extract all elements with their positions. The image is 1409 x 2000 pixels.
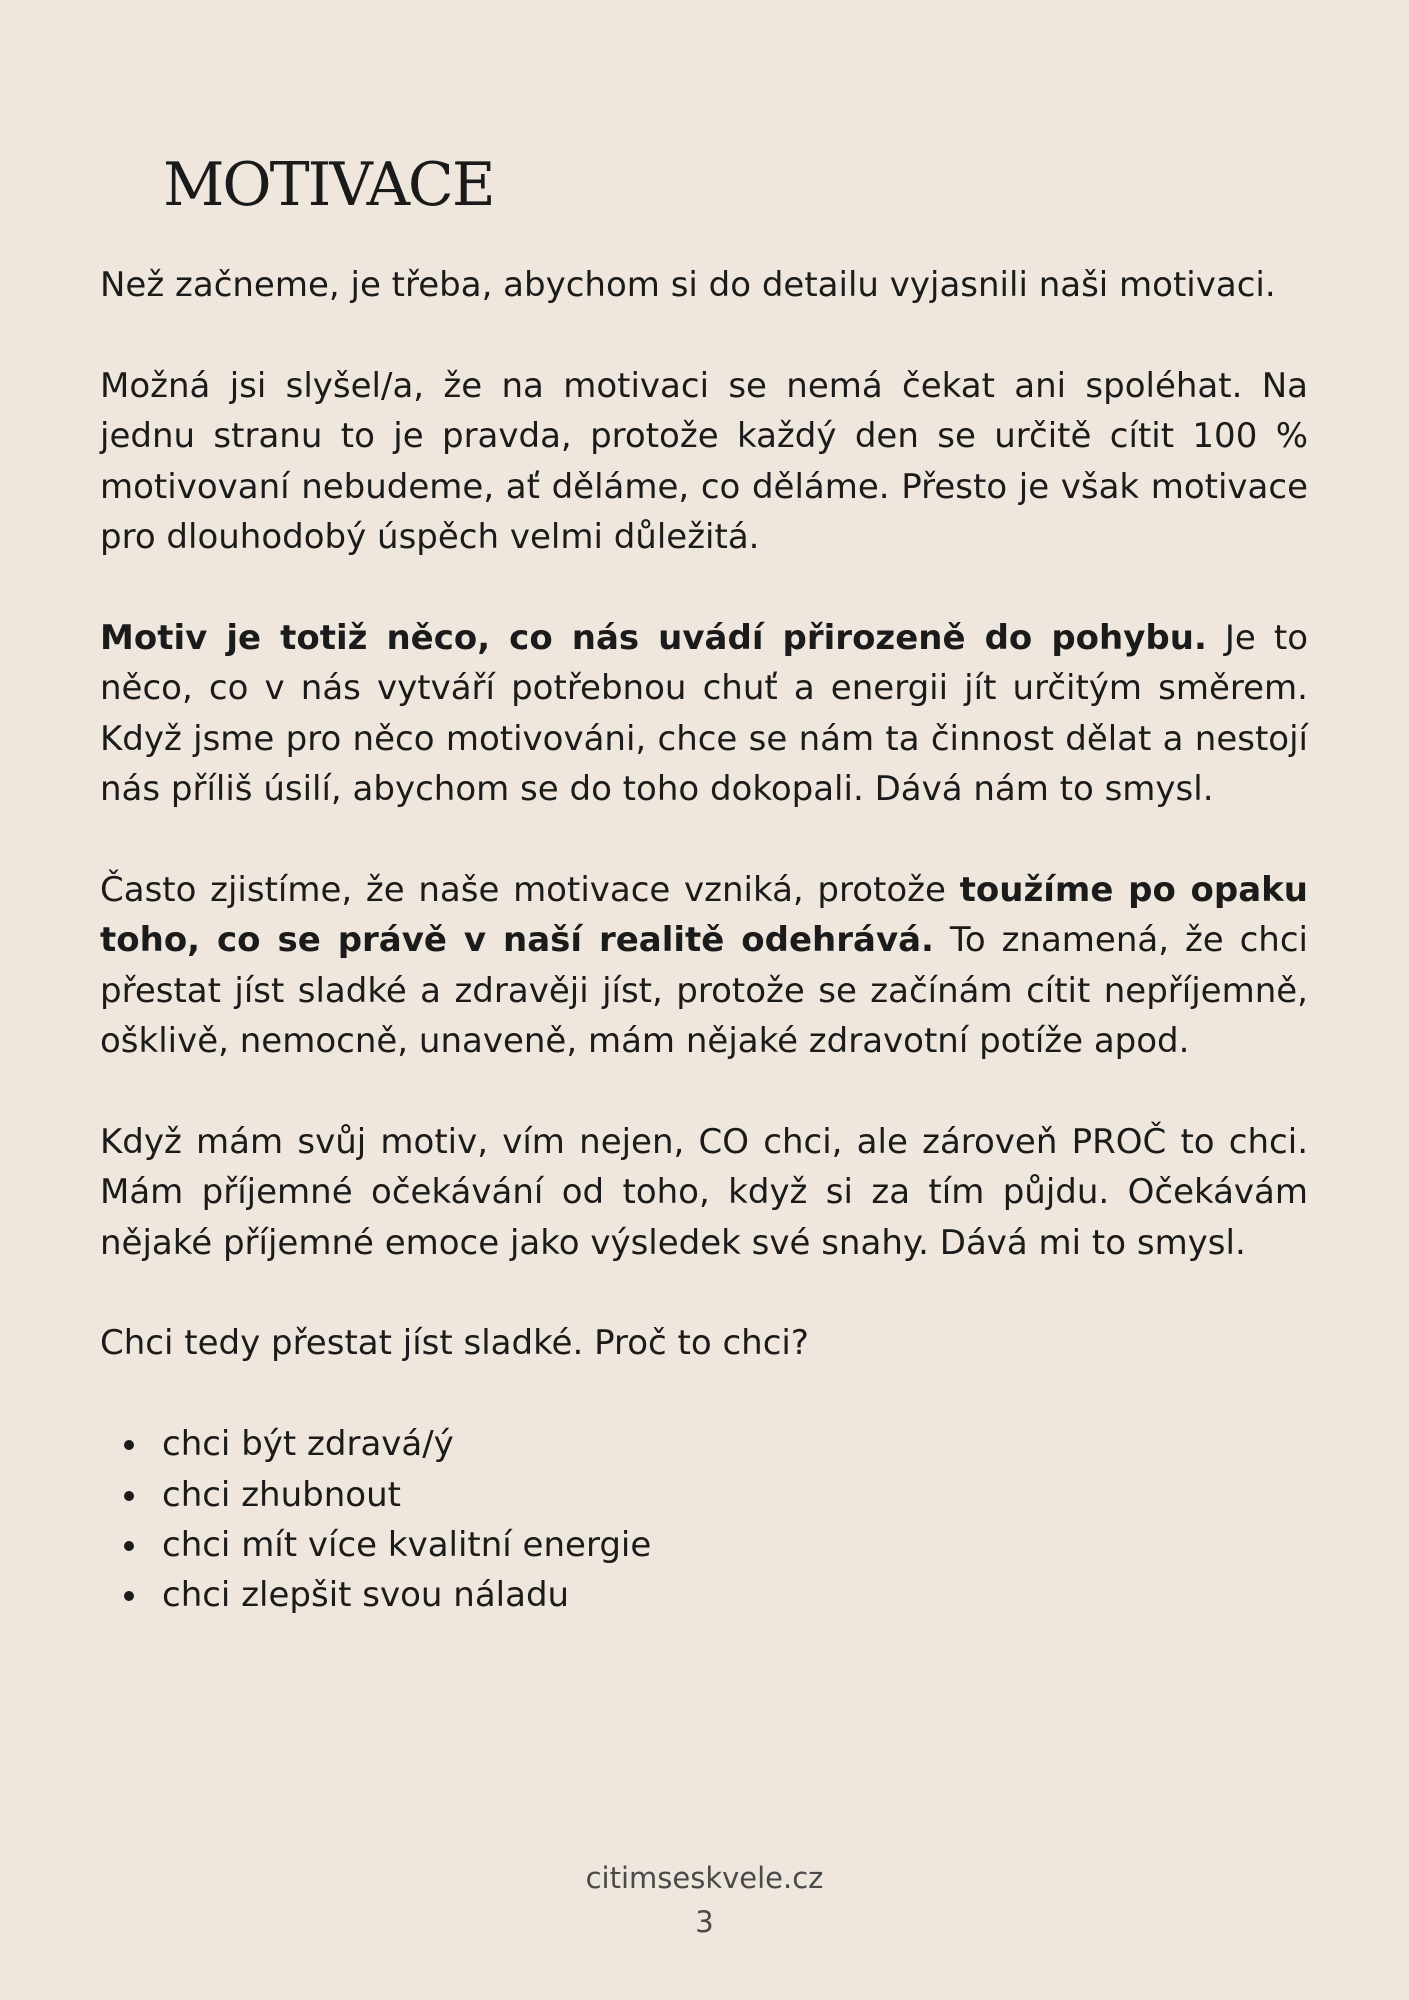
footer-website: citimseskvele.cz	[585, 1861, 824, 1895]
reasons-list	[100, 1419, 1308, 1621]
paragraph-opposite-desire	[100, 865, 1308, 1067]
list-item: chci být zdravá/ý	[162, 1419, 1308, 1469]
opposite-desire-bold: toužíme po opaku toho, co se právě v naší realitě odehrává.	[100, 869, 1308, 961]
list-item: chci zlepšit svou náladu	[162, 1570, 1308, 1620]
paragraph-question: Chci tedy přestat jíst sladké. Proč to chci?	[100, 1323, 809, 1364]
list-item: chci mít více kvalitní energie	[162, 1520, 1308, 1570]
opposite-desire-start: Často zjistíme, že naše motivace vzniká, protože	[100, 869, 960, 910]
page-number: 3	[695, 1905, 714, 1939]
paragraph-motivation-truth: Možná jsi slyšel/a, že na motivaci se nemá čekat ani spoléhat. Na jednu stranu to je pravda, protože každý den se určitě cítit 100 % motivovaní nebudeme, ať děláme, co děláme. Přesto je však motivace pro dlouhodobý úspěch velmi důležitá.	[100, 365, 1308, 558]
paragraph-what-and-why: Když mám svůj motiv, vím nejen, CO chci, ale zároveň PROČ to chci. Mám příjemné očekávání od toho, když si za tím půjdu. Očekávám nějaké příjemné emoce jako výsledek své snahy. Dává mi to smysl.	[100, 1121, 1308, 1263]
paragraph-intro: Než začneme, je třeba, abychom si do detailu vyjasnili naši motivaci.	[100, 265, 1276, 305]
list-item: chci zhubnout	[162, 1470, 1308, 1520]
motive-definition-bold: Motiv je totiž něco, co nás uvádí přirozeně do pohybu.	[100, 617, 1207, 658]
body-text	[100, 260, 1308, 1621]
motive-definition-rest: Je to něco, co v nás vytváří potřebnou chuť a energii jít určitým směrem. Když jsme pro něco motivováni, chce se nám ta činnost dělat a nestojí nás příliš úsilí, abychom se do toho dokopali. Dává nám to smysl.	[100, 617, 1308, 810]
opposite-desire-rest: To znamená, že chci přestat jíst sladké a zdravěji jíst, protože se začínám cítit nepříjemně, ošklivě, nemocně, unaveně, mám nějaké zdravotní potíže apod.	[100, 920, 1308, 1062]
page-title: MOTIVACE	[163, 150, 494, 220]
paragraph-motive-definition	[100, 613, 1308, 815]
